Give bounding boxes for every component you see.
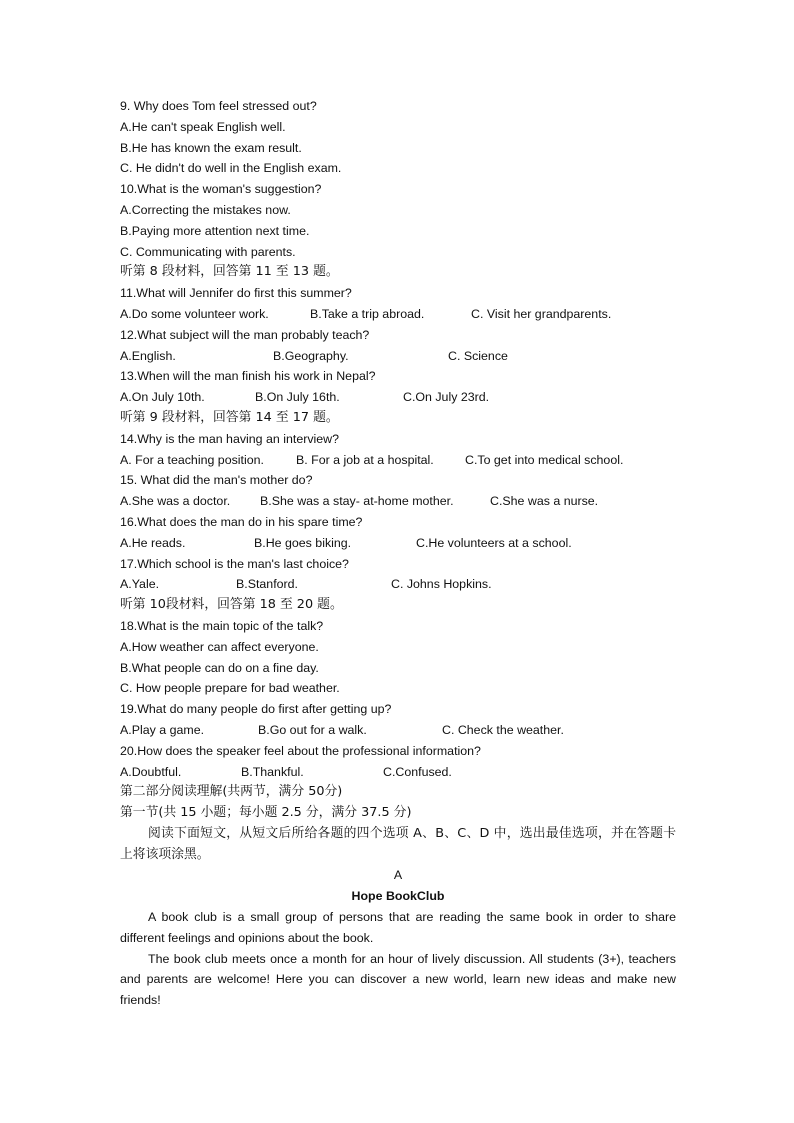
option-15a: A.She was a doctor. — [120, 494, 231, 509]
option-20c: C.Confused. — [383, 764, 452, 779]
option-12c: C. Science — [448, 348, 508, 363]
options-14 — [120, 450, 676, 471]
option-12b: B.Geography. — [273, 348, 349, 363]
reading-instructions: 阅读下面短文，从短文后所给各题的四个选项 A、B、C、D 中，选出最佳选项，并在答题卡上将该项涂黑。 — [120, 825, 676, 862]
options-15 — [120, 491, 676, 512]
part-2-section-1: 第一节(共 15 小题；每小题 2.5 分，满分 37.5 分) — [120, 805, 412, 821]
passage-paragraph-2: The book club meets once a month for an hour of lively discussion. All students (3+), teachers and parents are welcome! Here you can discover a new world, learn new ideas and make new friends! — [120, 951, 676, 1008]
part-2-title: 第二部分阅读理解(共两节，满分 50分) — [120, 784, 343, 800]
option-12a: A.English. — [120, 348, 176, 363]
question-19: 19.What do many people do first after getting up? — [120, 702, 392, 717]
section-9-heading: 听第 9 段材料，回答第 14 至 17 题。 — [120, 409, 339, 425]
question-16: 16.What does the man do in his spare time? — [120, 514, 363, 529]
option-18a: A.How weather can affect everyone. — [120, 639, 319, 654]
option-20a: A.Doubtful. — [120, 764, 182, 779]
options-13 — [120, 387, 676, 408]
option-17a: A.Yale. — [120, 577, 160, 592]
option-11a: A.Do some volunteer work. — [120, 306, 269, 321]
options-19 — [120, 720, 676, 741]
option-17c: C. Johns Hopkins. — [391, 577, 492, 592]
option-10c: C. Communicating with parents. — [120, 244, 296, 259]
option-10b: B.Paying more attention next time. — [120, 223, 310, 238]
passage-paragraph-1: A book club is a small group of persons that are reading the same book in order to share different feelings and opinions about the book. — [120, 910, 676, 945]
option-16b: B.He goes biking. — [254, 535, 352, 550]
exam-page — [120, 96, 676, 1011]
option-9c: C. He didn't do well in the English exam. — [120, 161, 342, 176]
section-10-heading: 听第 10段材料，回答第 18 至 20 题。 — [120, 597, 343, 613]
question-9: 9. Why does Tom feel stressed out? — [120, 99, 317, 113]
option-9a: A.He can't speak English well. — [120, 119, 286, 134]
option-19a: A.Play a game. — [120, 722, 205, 737]
option-9b: B.He has known the exam result. — [120, 140, 302, 155]
option-13b: B.On July 16th. — [255, 390, 340, 405]
options-11 — [120, 304, 676, 325]
question-11: 11.What will Jennifer do first this summer? — [120, 286, 352, 301]
option-16a: A.He reads. — [120, 535, 186, 550]
section-8-heading: 听第 8 段材料，回答第 11 至 13 题。 — [120, 264, 339, 280]
option-20b: B.Thankful. — [241, 764, 304, 779]
option-11c: C. Visit her grandparents. — [471, 306, 612, 321]
question-20: 20.How does the speaker feel about the professional information? — [120, 743, 481, 758]
options-16 — [120, 533, 676, 554]
passage-letter: A — [393, 868, 403, 883]
option-15c: C.She was a nurse. — [490, 494, 599, 509]
option-10a: A.Correcting the mistakes now. — [120, 202, 291, 217]
option-13a: A.On July 10th. — [120, 390, 205, 405]
option-19c: C. Check the weather. — [442, 722, 564, 737]
options-17 — [120, 574, 676, 595]
question-18: 18.What is the main topic of the talk? — [120, 618, 324, 633]
question-15: 15. What did the man's mother do? — [120, 473, 313, 488]
option-13c: C.On July 23rd. — [403, 390, 490, 405]
option-14b: B. For a job at a hospital. — [296, 452, 434, 467]
option-14c: C.To get into medical school. — [465, 452, 624, 467]
option-19b: B.Go out for a walk. — [258, 722, 367, 737]
passage-title: Hope BookClub — [351, 889, 445, 904]
option-18c: C. How people prepare for bad weather. — [120, 681, 340, 696]
question-10: 10.What is the woman's suggestion? — [120, 182, 322, 197]
option-14a: A. For a teaching position. — [120, 452, 264, 467]
options-20 — [120, 762, 676, 783]
question-13: 13.When will the man finish his work in Nepal? — [120, 369, 376, 384]
option-17b: B.Stanford. — [236, 577, 298, 592]
question-17: 17.Which school is the man's last choice? — [120, 556, 349, 571]
option-18b: B.What people can do on a fine day. — [120, 660, 319, 675]
options-12 — [120, 346, 676, 367]
question-12: 12.What subject will the man probably teach? — [120, 327, 370, 342]
option-15b: B.She was a stay- at-home mother. — [260, 494, 454, 509]
question-14: 14.Why is the man having an interview? — [120, 431, 340, 446]
option-16c: C.He volunteers at a school. — [416, 535, 572, 550]
option-11b: B.Take a trip abroad. — [310, 306, 425, 321]
